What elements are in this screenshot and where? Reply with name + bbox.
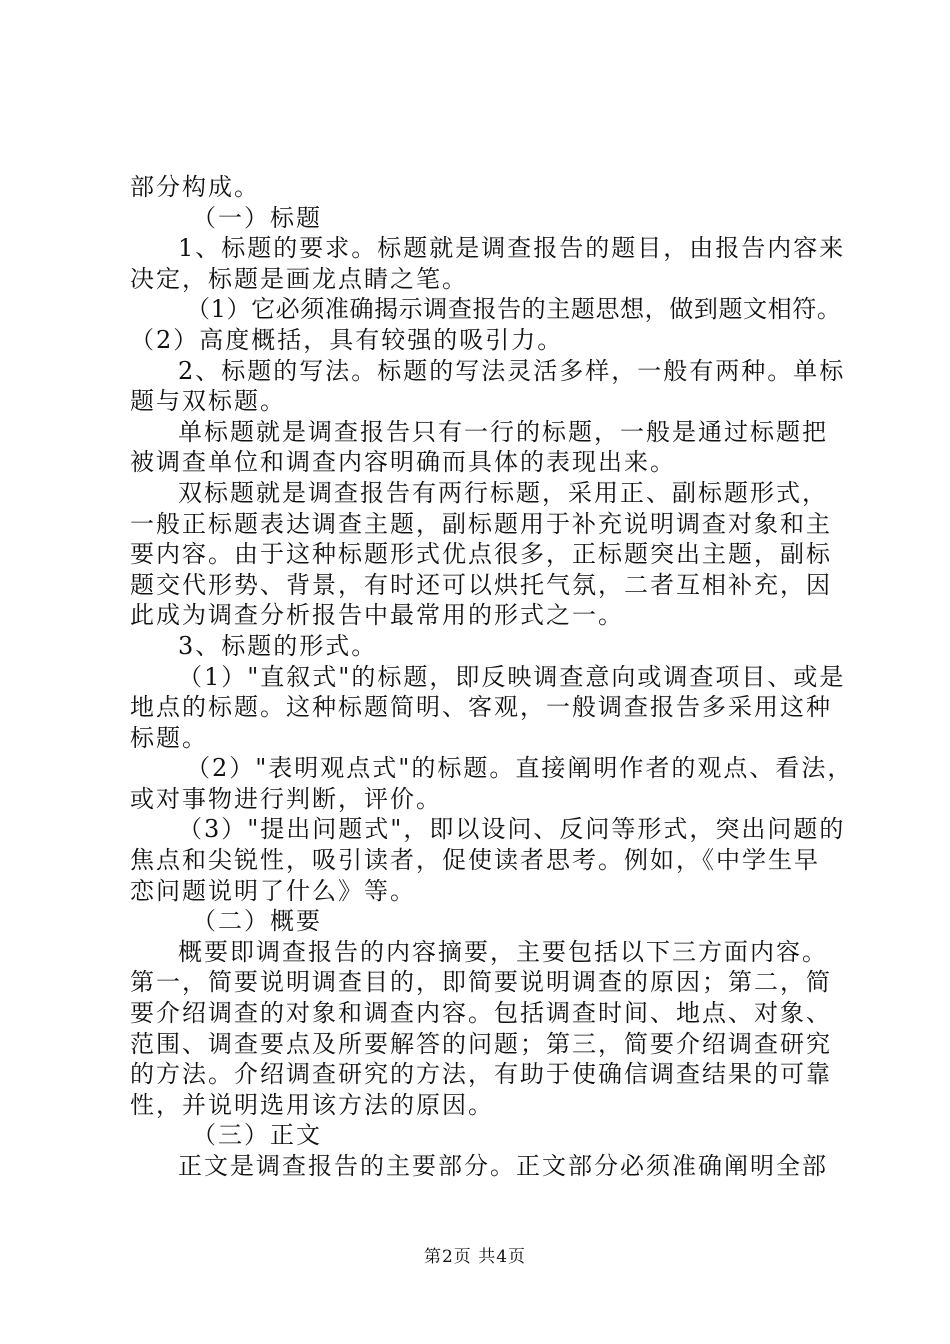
body-line: 一般正标题表达调查主题，副标题用于补充说明调查对象和主 xyxy=(130,509,832,538)
document-body xyxy=(130,172,854,1182)
body-line: 正文是调查报告的主要部分。正文部分必须准确阐明全部 xyxy=(178,1152,828,1180)
body-line: 地点的标题。这种标题简明、客观，一般调查报告多采用这种 xyxy=(130,693,832,722)
body-line: （2）"表明观点式"的标题。直接阐明作者的观点、看法， xyxy=(186,754,854,783)
body-line: 1、标题的要求。标题就是调查报告的题目，由报告内容来 xyxy=(178,234,846,263)
body-line: 要介绍调查的对象和调查内容。包括调查时间、地点、对象、 xyxy=(130,999,832,1028)
section-heading: （一）标题 xyxy=(192,203,322,232)
body-line: 标题。 xyxy=(130,723,208,752)
body-line: 题与双标题。 xyxy=(130,387,286,416)
body-line: 焦点和尖锐性，吸引读者，促使读者思考。例如，《中学生早 xyxy=(130,846,820,875)
body-line: 的方法。介绍调查研究的方法，有助于使确信调查结果的可靠 xyxy=(130,1060,832,1089)
body-line: 3、标题的形式。 xyxy=(178,631,378,660)
body-line: 第一，简要说明调查目的，即简要说明调查的原因；第二，简 xyxy=(130,968,832,997)
section-heading: （三）正文 xyxy=(192,1121,322,1150)
body-line: 概要即调查报告的内容摘要，主要包括以下三方面内容。 xyxy=(178,937,828,966)
body-line: 2、标题的写法。标题的写法灵活多样，一般有两种。单标 xyxy=(178,356,846,385)
body-line: 双标题就是调查报告有两行标题，采用正、副标题形式， xyxy=(178,478,828,507)
body-line: 决定，标题是画龙点睛之笔。 xyxy=(130,264,468,293)
body-line: 要内容。由于这种标题形式优点很多，正标题突出主题，副标 xyxy=(130,540,832,569)
body-line: 恋问题说明了什么》等。 xyxy=(130,876,416,905)
body-line: （2）高度概括，具有较强的吸引力。 xyxy=(130,325,564,354)
section-heading: （二）概要 xyxy=(192,907,322,936)
page-number-footer: 第2页 共4页 xyxy=(423,1247,527,1267)
body-line: 范围、调查要点及所要解答的问题；第三，简要介绍调查研究 xyxy=(130,1029,832,1058)
body-line: （3）"提出问题式"，即以设问、反问等形式，突出问题的 xyxy=(178,815,846,844)
body-line: （1）它必须准确揭示调查报告的主题思想，做到题文相符。 xyxy=(186,295,842,324)
body-line: 题交代形势、背景，有时还可以烘托气氛，二者互相补充，因 xyxy=(130,570,832,599)
body-line: 单标题就是调查报告只有一行的标题，一般是通过标题把 xyxy=(178,417,828,446)
body-line: （1）"直叙式"的标题，即反映调查意向或调查项目、或是 xyxy=(178,662,846,691)
body-line: 性，并说明选用该方法的原因。 xyxy=(130,1090,494,1119)
body-line: 部分构成。 xyxy=(130,173,260,201)
body-line: 或对事物进行判断，评价。 xyxy=(130,784,442,813)
body-line: 被调查单位和调查内容明确而具体的表现出来。 xyxy=(130,448,676,477)
body-line: 此成为调查分析报告中最常用的形式之一。 xyxy=(130,601,624,630)
